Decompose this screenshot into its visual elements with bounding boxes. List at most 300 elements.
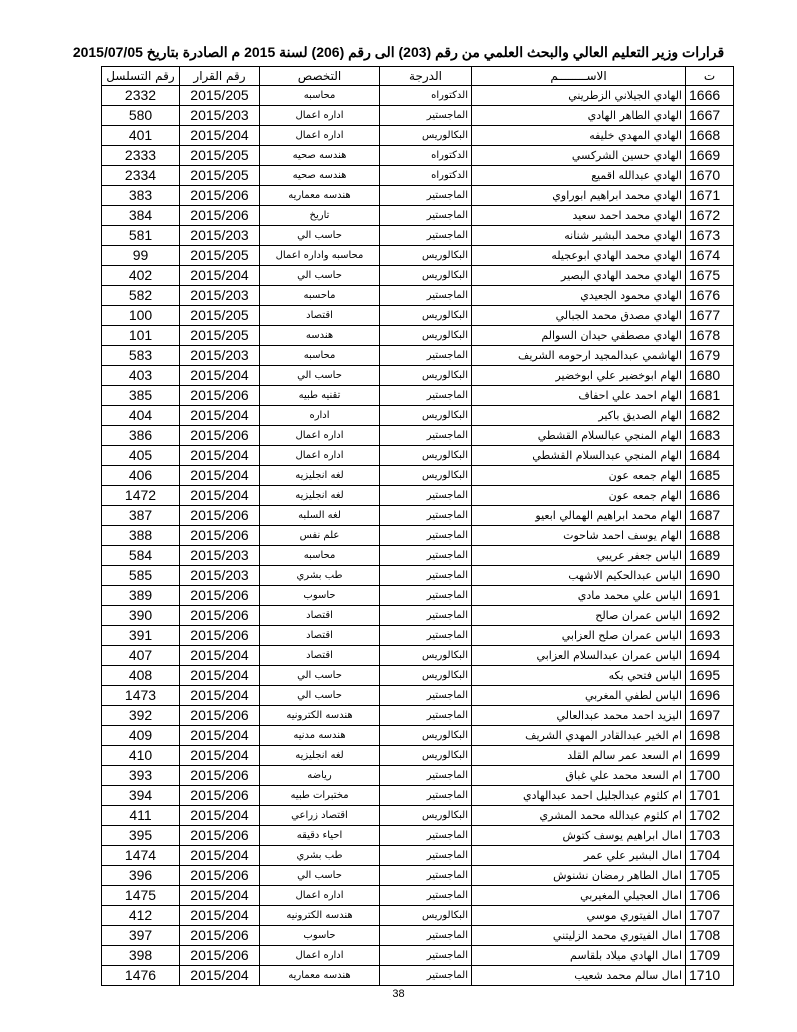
- table-row: [102, 926, 734, 946]
- cell-decision-number: 2015/204: [180, 686, 260, 706]
- cell-serial-number: 584: [102, 546, 180, 566]
- table-row: [102, 946, 734, 966]
- cell-seq: 1691: [686, 586, 734, 606]
- cell-name: الهادي عبدالله اقميع: [472, 166, 686, 186]
- cell-name: اليزيد احمد محمد عبدالعالي: [472, 706, 686, 726]
- cell-specialty: لغه انجليزيه: [260, 746, 380, 766]
- cell-specialty: هندسه الكترونيه: [260, 906, 380, 926]
- cell-name: الهادي محمد ابراهيم ابوراوي: [472, 186, 686, 206]
- cell-decision-number: 2015/204: [180, 806, 260, 826]
- cell-specialty: اداره اعمال: [260, 946, 380, 966]
- cell-name: امال سالم محمد شعيب: [472, 966, 686, 986]
- cell-seq: 1675: [686, 266, 734, 286]
- cell-serial-number: 410: [102, 746, 180, 766]
- cell-specialty: اداره اعمال: [260, 426, 380, 446]
- cell-seq: 1674: [686, 246, 734, 266]
- table-row: [102, 206, 734, 226]
- cell-seq: 1699: [686, 746, 734, 766]
- cell-name: الهادي محمد احمد سعيد: [472, 206, 686, 226]
- cell-degree: الماجستير: [380, 606, 472, 626]
- table-row: [102, 226, 734, 246]
- cell-degree: الماجستير: [380, 706, 472, 726]
- cell-name: الهام جمعه عون: [472, 466, 686, 486]
- cell-degree: البكالوريس: [380, 306, 472, 326]
- cell-serial-number: 403: [102, 366, 180, 386]
- cell-decision-number: 2015/206: [180, 386, 260, 406]
- cell-specialty: مختبرات طبيه: [260, 786, 380, 806]
- cell-name: ام السعد محمد علي غباق: [472, 766, 686, 786]
- cell-specialty: حاسوب: [260, 586, 380, 606]
- cell-seq: 1666: [686, 86, 734, 106]
- cell-degree: البكالوريس: [380, 266, 472, 286]
- header-name: الاســــــــم: [472, 67, 686, 86]
- cell-decision-number: 2015/203: [180, 546, 260, 566]
- cell-specialty: حاسب الي: [260, 226, 380, 246]
- cell-serial-number: 582: [102, 286, 180, 306]
- cell-decision-number: 2015/206: [180, 706, 260, 726]
- cell-degree: الماجستير: [380, 846, 472, 866]
- cell-name: الهام الصديق باكير: [472, 406, 686, 426]
- cell-name: امال الهادي ميلاد بلقاسم: [472, 946, 686, 966]
- cell-seq: 1709: [686, 946, 734, 966]
- cell-specialty: هندسه: [260, 326, 380, 346]
- cell-specialty: محاسبه: [260, 86, 380, 106]
- cell-degree: البكالوريس: [380, 446, 472, 466]
- cell-degree: الماجستير: [380, 786, 472, 806]
- cell-specialty: تاريخ: [260, 206, 380, 226]
- cell-name: الياس عبدالحكيم الاشهب: [472, 566, 686, 586]
- cell-serial-number: 404: [102, 406, 180, 426]
- cell-serial-number: 389: [102, 586, 180, 606]
- table-row: [102, 786, 734, 806]
- cell-specialty: علم نفس: [260, 526, 380, 546]
- cell-serial-number: 386: [102, 426, 180, 446]
- cell-degree: البكالوريس: [380, 326, 472, 346]
- cell-decision-number: 2015/204: [180, 886, 260, 906]
- table-row: [102, 286, 734, 306]
- cell-serial-number: 384: [102, 206, 180, 226]
- cell-decision-number: 2015/204: [180, 406, 260, 426]
- cell-name: الهام جمعه عون: [472, 486, 686, 506]
- cell-decision-number: 2015/203: [180, 346, 260, 366]
- table-row: [102, 626, 734, 646]
- cell-seq: 1676: [686, 286, 734, 306]
- header-degree: الدرجة: [380, 67, 472, 86]
- cell-serial-number: 585: [102, 566, 180, 586]
- cell-decision-number: 2015/203: [180, 286, 260, 306]
- cell-decision-number: 2015/206: [180, 766, 260, 786]
- cell-name: الهادي الجيلاني الزطريني: [472, 86, 686, 106]
- cell-degree: الماجستير: [380, 886, 472, 906]
- cell-decision-number: 2015/206: [180, 926, 260, 946]
- cell-serial-number: 406: [102, 466, 180, 486]
- table-row: [102, 366, 734, 386]
- cell-decision-number: 2015/203: [180, 226, 260, 246]
- cell-serial-number: 581: [102, 226, 180, 246]
- header-specialty: التخصص: [260, 67, 380, 86]
- cell-serial-number: 390: [102, 606, 180, 626]
- cell-degree: الماجستير: [380, 566, 472, 586]
- cell-decision-number: 2015/206: [180, 626, 260, 646]
- cell-seq: 1685: [686, 466, 734, 486]
- cell-serial-number: 395: [102, 826, 180, 846]
- cell-decision-number: 2015/205: [180, 86, 260, 106]
- table-row: [102, 646, 734, 666]
- cell-serial-number: 388: [102, 526, 180, 546]
- cell-seq: 1682: [686, 406, 734, 426]
- cell-name: الهاشمي عبدالمجيد ارحومه الشريف: [472, 346, 686, 366]
- cell-seq: 1670: [686, 166, 734, 186]
- cell-name: الهام احمد علي احفاف: [472, 386, 686, 406]
- table-row: [102, 426, 734, 446]
- cell-seq: 1672: [686, 206, 734, 226]
- table-row: [102, 386, 734, 406]
- cell-seq: 1702: [686, 806, 734, 826]
- cell-name: الياس عمران صلح العزابي: [472, 626, 686, 646]
- table-row: [102, 566, 734, 586]
- cell-serial-number: 1473: [102, 686, 180, 706]
- cell-specialty: حاسب الي: [260, 366, 380, 386]
- cell-specialty: لغه السلبه: [260, 506, 380, 526]
- cell-name: ام كلثوم عبدالله محمد المشري: [472, 806, 686, 826]
- cell-decision-number: 2015/204: [180, 266, 260, 286]
- cell-degree: الماجستير: [380, 286, 472, 306]
- cell-seq: 1710: [686, 966, 734, 986]
- table-row: [102, 826, 734, 846]
- table-row: [102, 706, 734, 726]
- cell-serial-number: 383: [102, 186, 180, 206]
- cell-name: امال الطاهر رمضان نشنوش: [472, 866, 686, 886]
- cell-name: الهام ابوخضير علي ابوخضير: [472, 366, 686, 386]
- cell-name: امال ابراهيم يوسف كتوش: [472, 826, 686, 846]
- cell-serial-number: 99: [102, 246, 180, 266]
- cell-serial-number: 412: [102, 906, 180, 926]
- table-header-row: [102, 67, 734, 86]
- cell-name: الياس لطفي المغربي: [472, 686, 686, 706]
- cell-degree: البكالوريس: [380, 406, 472, 426]
- table-row: [102, 246, 734, 266]
- cell-serial-number: 2334: [102, 166, 180, 186]
- cell-degree: البكالوريس: [380, 746, 472, 766]
- cell-decision-number: 2015/206: [180, 586, 260, 606]
- cell-name: امال الفيتوري محمد الزليتني: [472, 926, 686, 946]
- cell-name: الهادي حسين الشركسي: [472, 146, 686, 166]
- cell-decision-number: 2015/206: [180, 866, 260, 886]
- cell-degree: البكالوريس: [380, 726, 472, 746]
- cell-serial-number: 391: [102, 626, 180, 646]
- cell-serial-number: 409: [102, 726, 180, 746]
- cell-serial-number: 385: [102, 386, 180, 406]
- table-row: [102, 166, 734, 186]
- cell-decision-number: 2015/205: [180, 166, 260, 186]
- header-decision-number: رقم القرار: [180, 67, 260, 86]
- cell-degree: الماجستير: [380, 346, 472, 366]
- cell-serial-number: 583: [102, 346, 180, 366]
- table-row: [102, 746, 734, 766]
- cell-serial-number: 2332: [102, 86, 180, 106]
- cell-serial-number: 408: [102, 666, 180, 686]
- cell-name: ام الخير عبدالقادر المهدي الشريف: [472, 726, 686, 746]
- cell-specialty: اقتصاد زراعي: [260, 806, 380, 826]
- table-row: [102, 906, 734, 926]
- cell-serial-number: 1472: [102, 486, 180, 506]
- cell-decision-number: 2015/206: [180, 946, 260, 966]
- cell-degree: الدكتوراه: [380, 146, 472, 166]
- cell-serial-number: 398: [102, 946, 180, 966]
- cell-serial-number: 396: [102, 866, 180, 886]
- cell-specialty: احياء دقيقه: [260, 826, 380, 846]
- cell-degree: الماجستير: [380, 766, 472, 786]
- cell-specialty: هندسه صحيه: [260, 166, 380, 186]
- table-row: [102, 146, 734, 166]
- cell-seq: 1701: [686, 786, 734, 806]
- cell-specialty: اداره اعمال: [260, 886, 380, 906]
- cell-specialty: محاسبه واداره اعمال: [260, 246, 380, 266]
- cell-name: الهادي محمود الجعيدي: [472, 286, 686, 306]
- cell-specialty: تقنيه طبيه: [260, 386, 380, 406]
- cell-serial-number: 1474: [102, 846, 180, 866]
- cell-decision-number: 2015/206: [180, 606, 260, 626]
- cell-degree: البكالوريس: [380, 366, 472, 386]
- cell-degree: الماجستير: [380, 426, 472, 446]
- cell-serial-number: 402: [102, 266, 180, 286]
- cell-degree: الماجستير: [380, 106, 472, 126]
- table-row: [102, 766, 734, 786]
- cell-seq: 1688: [686, 526, 734, 546]
- cell-decision-number: 2015/204: [180, 726, 260, 746]
- table-row: [102, 406, 734, 426]
- cell-degree: البكالوريس: [380, 126, 472, 146]
- cell-degree: الماجستير: [380, 926, 472, 946]
- header-serial-number: رقم التسلسل: [102, 67, 180, 86]
- cell-serial-number: 2333: [102, 146, 180, 166]
- cell-degree: الماجستير: [380, 186, 472, 206]
- cell-degree: الماجستير: [380, 866, 472, 886]
- cell-decision-number: 2015/206: [180, 206, 260, 226]
- cell-decision-number: 2015/205: [180, 326, 260, 346]
- cell-specialty: ماحسبه: [260, 286, 380, 306]
- cell-decision-number: 2015/204: [180, 126, 260, 146]
- cell-name: الهام يوسف احمد شاحوت: [472, 526, 686, 546]
- cell-seq: 1671: [686, 186, 734, 206]
- cell-degree: الماجستير: [380, 686, 472, 706]
- cell-serial-number: 401: [102, 126, 180, 146]
- cell-seq: 1694: [686, 646, 734, 666]
- cell-seq: 1693: [686, 626, 734, 646]
- cell-degree: الماجستير: [380, 586, 472, 606]
- cell-decision-number: 2015/204: [180, 846, 260, 866]
- cell-degree: البكالوريس: [380, 806, 472, 826]
- cell-degree: الدكتوراه: [380, 166, 472, 186]
- table-row: [102, 606, 734, 626]
- cell-specialty: حاسب الي: [260, 666, 380, 686]
- cell-decision-number: 2015/206: [180, 506, 260, 526]
- cell-serial-number: 101: [102, 326, 180, 346]
- cell-serial-number: 392: [102, 706, 180, 726]
- table-row: [102, 266, 734, 286]
- cell-decision-number: 2015/204: [180, 966, 260, 986]
- cell-seq: 1689: [686, 546, 734, 566]
- cell-degree: الماجستير: [380, 206, 472, 226]
- cell-seq: 1692: [686, 606, 734, 626]
- table-row: [102, 106, 734, 126]
- cell-seq: 1677: [686, 306, 734, 326]
- cell-specialty: رياضه: [260, 766, 380, 786]
- cell-serial-number: 393: [102, 766, 180, 786]
- cell-name: الياس عمران عبدالسلام العزابي: [472, 646, 686, 666]
- table-row: [102, 806, 734, 826]
- cell-degree: البكالوريس: [380, 246, 472, 266]
- cell-name: الياس عمران صالح: [472, 606, 686, 626]
- cell-seq: 1700: [686, 766, 734, 786]
- cell-decision-number: 2015/204: [180, 446, 260, 466]
- cell-decision-number: 2015/204: [180, 366, 260, 386]
- cell-decision-number: 2015/206: [180, 426, 260, 446]
- cell-name: الهادي محمد البشير شنانه: [472, 226, 686, 246]
- cell-seq: 1681: [686, 386, 734, 406]
- cell-seq: 1697: [686, 706, 734, 726]
- cell-specialty: طب بشري: [260, 566, 380, 586]
- cell-seq: 1680: [686, 366, 734, 386]
- page-number: 38: [392, 988, 405, 1000]
- table-row: [102, 86, 734, 106]
- cell-seq: 1705: [686, 866, 734, 886]
- table-row: [102, 306, 734, 326]
- cell-degree: الماجستير: [380, 526, 472, 546]
- table-row: [102, 126, 734, 146]
- cell-seq: 1696: [686, 686, 734, 706]
- cell-name: الياس علي محمد مادي: [472, 586, 686, 606]
- cell-degree: الماجستير: [380, 966, 472, 986]
- cell-decision-number: 2015/204: [180, 906, 260, 926]
- cell-decision-number: 2015/205: [180, 246, 260, 266]
- cell-degree: البكالوريس: [380, 666, 472, 686]
- cell-name: الياس جعفر عريبي: [472, 546, 686, 566]
- table-row: [102, 586, 734, 606]
- cell-degree: الماجستير: [380, 826, 472, 846]
- table-row: [102, 666, 734, 686]
- cell-serial-number: 1475: [102, 886, 180, 906]
- cell-name: امال العجيلي المغيربي: [472, 886, 686, 906]
- cell-specialty: اقتصاد: [260, 606, 380, 626]
- cell-specialty: اقتصاد: [260, 646, 380, 666]
- cell-degree: البكالوريس: [380, 906, 472, 926]
- cell-specialty: اداره اعمال: [260, 126, 380, 146]
- cell-degree: البكالوريس: [380, 646, 472, 666]
- cell-name: الهام المنجي عبدالسلام القشطي: [472, 446, 686, 466]
- table-row: [102, 526, 734, 546]
- cell-degree: الماجستير: [380, 486, 472, 506]
- cell-seq: 1706: [686, 886, 734, 906]
- cell-serial-number: 394: [102, 786, 180, 806]
- cell-name: ام كلثوم عبدالجليل احمد عبدالهادي: [472, 786, 686, 806]
- cell-specialty: اداره اعمال: [260, 106, 380, 126]
- cell-decision-number: 2015/204: [180, 646, 260, 666]
- table-row: [102, 546, 734, 566]
- cell-specialty: لغه انجليزيه: [260, 486, 380, 506]
- cell-decision-number: 2015/203: [180, 106, 260, 126]
- table-row: [102, 886, 734, 906]
- cell-seq: 1707: [686, 906, 734, 926]
- cell-seq: 1708: [686, 926, 734, 946]
- table-row: [102, 846, 734, 866]
- cell-specialty: محاسبه: [260, 346, 380, 366]
- cell-specialty: اقتصاد: [260, 626, 380, 646]
- cell-name: الهادي مصطفي حيدان السوالم: [472, 326, 686, 346]
- table-row: [102, 506, 734, 526]
- cell-specialty: هندسه الكترونيه: [260, 706, 380, 726]
- cell-name: الهام محمد ابراهيم الهمالي ابعيو: [472, 506, 686, 526]
- cell-seq: 1684: [686, 446, 734, 466]
- cell-seq: 1683: [686, 426, 734, 446]
- cell-seq: 1686: [686, 486, 734, 506]
- table-row: [102, 966, 734, 986]
- cell-name: الهادي المهدي خليفه: [472, 126, 686, 146]
- cell-serial-number: 411: [102, 806, 180, 826]
- cell-decision-number: 2015/203: [180, 566, 260, 586]
- header-seq: ت: [686, 67, 734, 86]
- cell-serial-number: 407: [102, 646, 180, 666]
- cell-serial-number: 100: [102, 306, 180, 326]
- cell-degree: الماجستير: [380, 626, 472, 646]
- cell-specialty: حاسوب: [260, 926, 380, 946]
- table-row: [102, 486, 734, 506]
- table-row: [102, 326, 734, 346]
- cell-degree: الماجستير: [380, 386, 472, 406]
- cell-decision-number: 2015/206: [180, 526, 260, 546]
- cell-name: الهادي محمد الهادي ابوعجيله: [472, 246, 686, 266]
- cell-serial-number: 405: [102, 446, 180, 466]
- cell-name: الياس فتحي بكه: [472, 666, 686, 686]
- cell-seq: 1687: [686, 506, 734, 526]
- table-row: [102, 466, 734, 486]
- cell-name: الهادي محمد الهادي البصير: [472, 266, 686, 286]
- cell-specialty: اداره اعمال: [260, 446, 380, 466]
- table-row: [102, 446, 734, 466]
- cell-degree: الماجستير: [380, 226, 472, 246]
- cell-name: الهادي مصدق محمد الجبالي: [472, 306, 686, 326]
- cell-seq: 1678: [686, 326, 734, 346]
- cell-decision-number: 2015/205: [180, 306, 260, 326]
- cell-specialty: هندسه صحيه: [260, 146, 380, 166]
- cell-specialty: حاسب الي: [260, 686, 380, 706]
- cell-serial-number: 387: [102, 506, 180, 526]
- cell-serial-number: 580: [102, 106, 180, 126]
- cell-decision-number: 2015/206: [180, 826, 260, 846]
- cell-decision-number: 2015/206: [180, 186, 260, 206]
- table-row: [102, 726, 734, 746]
- cell-seq: 1690: [686, 566, 734, 586]
- cell-decision-number: 2015/205: [180, 146, 260, 166]
- cell-specialty: هندسه معماريه: [260, 966, 380, 986]
- cell-specialty: هندسه معماريه: [260, 186, 380, 206]
- cell-name: امال الفيتوري موسي: [472, 906, 686, 926]
- table-row: [102, 866, 734, 886]
- cell-decision-number: 2015/204: [180, 486, 260, 506]
- cell-seq: 1667: [686, 106, 734, 126]
- cell-seq: 1669: [686, 146, 734, 166]
- cell-specialty: حاسب الي: [260, 266, 380, 286]
- cell-specialty: هندسه مدنيه: [260, 726, 380, 746]
- cell-seq: 1679: [686, 346, 734, 366]
- cell-serial-number: 1476: [102, 966, 180, 986]
- cell-seq: 1673: [686, 226, 734, 246]
- cell-name: امال البشير علي عمر: [472, 846, 686, 866]
- table-row: [102, 686, 734, 706]
- cell-decision-number: 2015/206: [180, 786, 260, 806]
- cell-specialty: اقتصاد: [260, 306, 380, 326]
- cell-degree: الدكتوراه: [380, 86, 472, 106]
